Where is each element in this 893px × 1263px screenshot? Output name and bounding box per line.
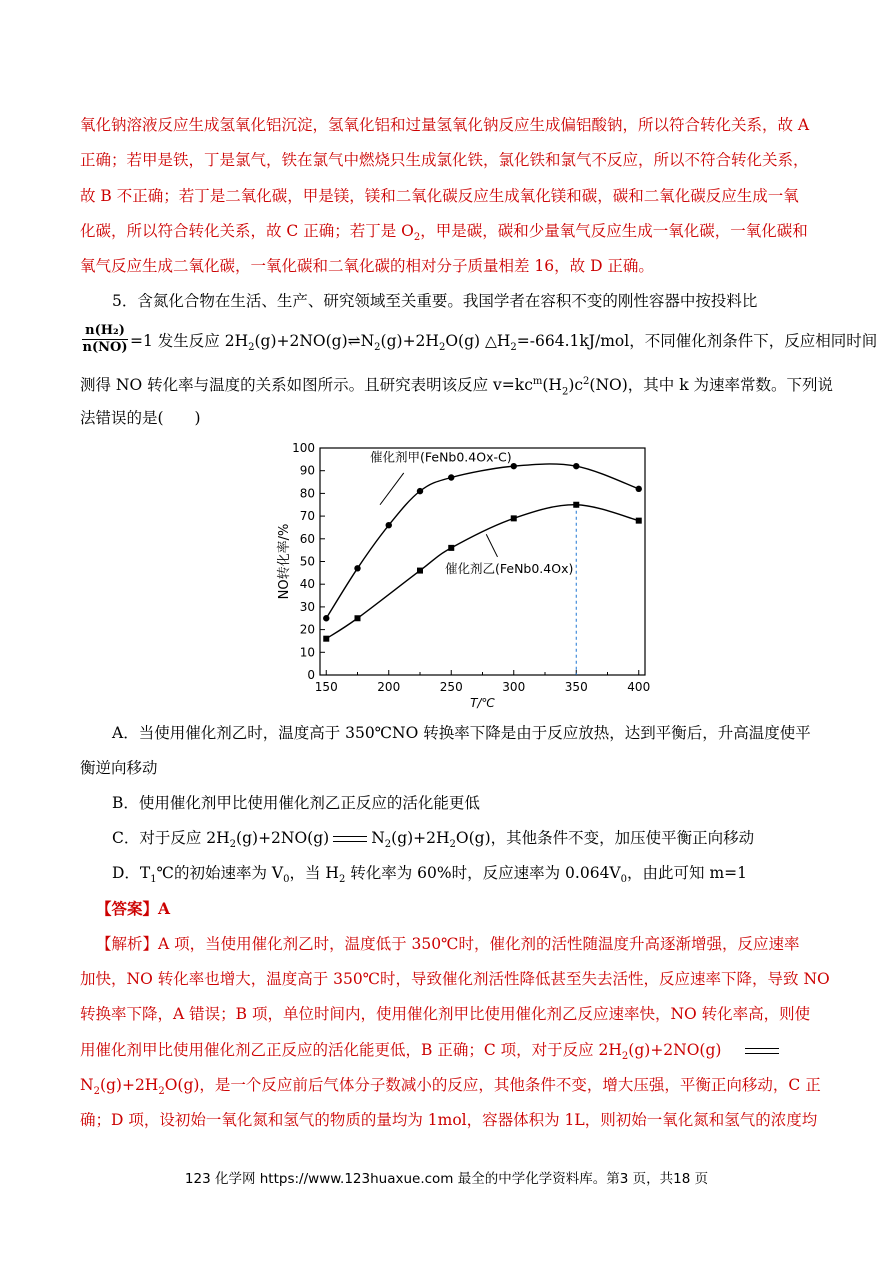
analysis-text-line: 确；D 项，设初始一氧化氮和氢气的物质的量均为 1mol，容器体积为 1L，则初始一氧化氮和氢气的浓度均 <box>80 1111 818 1129</box>
label-pointer <box>486 534 497 557</box>
no-conversion-chart <box>270 438 655 713</box>
data-point <box>511 515 517 521</box>
x-tick-label: 250 <box>439 680 463 694</box>
y-tick-label: 10 <box>299 645 315 660</box>
data-point <box>323 615 329 621</box>
x-tick-label: 300 <box>502 680 526 694</box>
option-d: D．$T_1℃$的初始速率为 $V_0$，当 $H_2$ 转化率为 60%时，反应速率为 $0.064V_0$，由此可知 m=1 <box>112 864 747 886</box>
equilibrium-arrow-icon <box>333 834 367 844</box>
data-point <box>573 502 579 508</box>
data-point <box>636 486 642 492</box>
option-b: B．使用催化剂甲比使用催化剂乙正反应的活化能更低 <box>112 794 480 812</box>
analysis-text-line: 氧气反应生成二氧化碳，一氧化碳和二氧化碳的相对分子质量相差 16，故 D 正确。 <box>80 257 654 275</box>
data-point <box>573 463 579 469</box>
question-stem: 5．含氮化合物在生活、生产、研究领域至关重要。我国学者在容积不变的刚性容器中按投料比 <box>112 292 758 310</box>
data-point <box>417 488 423 494</box>
analysis-text-line: 氧化钠溶液反应生成氢氧化铝沉淀，氢氧化铝和过量氢氧化钠反应生成偏铝酸钠，所以符合转化关系，故 A <box>80 116 810 134</box>
data-point <box>323 636 329 642</box>
analysis-text-line: 转换率下降，A 错误；B 项，单位时间内，使用催化剂甲比使用催化剂乙反应速率快，NO 转化率高，则使 <box>80 1005 811 1023</box>
question-stem: =1 发生反应 $2H_2(g)+2NO(g)\rightleftharpoons N_2(g)+2H_2O(g)$ $\triangle H_2=-664.1kJ$/mol，不同催化剂条件下，反应相同时间 <box>130 332 878 354</box>
data-point <box>386 522 392 528</box>
data-point <box>448 474 454 480</box>
page-footer: 123 化学网 https://www.123huaxue.com 最全的中学化学资料库。第3 页，共18 页 <box>184 1171 709 1187</box>
ratio-fraction <box>82 323 128 356</box>
analysis-text-line: 正确；若甲是铁，丁是氯气，铁在氯气中燃烧只生成氯化铁，氯化铁和氯气不反应，所以不符合转化关系， <box>80 151 809 169</box>
y-tick-label: 80 <box>299 486 315 501</box>
analysis-text-line: 故 B 不正确；若丁是二氧化碳，甲是镁，镁和二氧化碳反应生成氧化镁和碳，碳和二氧化碳反应生成一氧 <box>80 187 799 205</box>
data-point <box>636 518 642 524</box>
question-stem: 法错误的是( ) <box>80 409 201 427</box>
series-line <box>326 464 639 618</box>
y-tick-label: 60 <box>299 531 315 546</box>
data-point <box>448 545 454 551</box>
y-tick-label: 50 <box>299 554 315 569</box>
y-tick-label: 40 <box>299 577 315 592</box>
y-axis-label: NO转化率/% <box>277 523 292 600</box>
y-tick-label: 0 <box>307 668 315 682</box>
analysis-text-line: 【解析】A 项，当使用催化剂乙时，温度低于 350℃时，催化剂的活性随温度升高逐渐增强，反应速率 <box>96 935 800 953</box>
series-label: 催化剂乙(FeNb0.4Ox) <box>445 560 574 576</box>
option-c: C．对于反应 $2H_2(g)+2NO(g)$ $N_2(g)+2H_2O(g)$，其他条件不变，加压使平衡正向移动 <box>112 829 755 851</box>
analysis-text-line: 加快，NO 转化率也增大，温度高于 350℃时，导致催化剂活性降低甚至失去活性，反应速率下降，导致 NO <box>80 970 830 988</box>
question-stem: 测得 NO 转化率与温度的关系如图所示。且研究表明该反应 $v=kc^m(H_2)c^2(NO)$，其中 k 为速率常数。下列说 <box>80 376 834 398</box>
equilibrium-arrow-icon <box>745 1046 779 1056</box>
x-axis-label: T/℃ <box>470 696 495 710</box>
y-tick-label: 20 <box>299 622 315 637</box>
x-tick-label: 350 <box>564 680 588 694</box>
analysis-text-line: 化碳，所以符合转化关系，故 C 正确；若丁是 $O_2$，甲是碳，碳和少量氧气反应生成一氧化碳，一氧化碳和 <box>80 222 808 244</box>
option-a: A．当使用催化剂乙时，温度高于 350℃NO 转换率下降是由于反应放热，达到平衡后，升高温度使平 <box>112 724 811 742</box>
analysis-text-line: 用催化剂甲比使用催化剂乙正反应的活化能更低，B 正确；C 项，对于反应 $2H_2(g)+2NO(g)$ <box>80 1040 783 1067</box>
analysis-text-line: $N_2(g)+2H_2O(g)$，是一个反应前后气体分子数减小的反应，其他条件不变，增大压强，平衡正向移动，C 正 <box>80 1076 821 1098</box>
option-a-cont: 衡逆向移动 <box>80 759 158 777</box>
data-point <box>354 565 360 571</box>
y-tick-label: 90 <box>299 463 315 478</box>
answer-label: 【答案】A <box>96 899 171 918</box>
y-tick-label: 30 <box>299 599 315 614</box>
data-point <box>355 615 361 621</box>
series-label: 催化剂甲(FeNb0.4Ox-C) <box>370 449 512 465</box>
y-tick-label: 70 <box>299 509 315 524</box>
y-tick-label: 100 <box>292 441 315 455</box>
fraction-denominator: n(NO) <box>82 340 128 355</box>
data-point <box>417 568 423 574</box>
x-tick-label: 400 <box>627 680 651 694</box>
x-tick-label: 200 <box>377 680 401 694</box>
x-tick-label: 150 <box>314 680 338 694</box>
fraction-numerator: n(H₂) <box>82 323 128 340</box>
label-pointer <box>380 473 404 505</box>
